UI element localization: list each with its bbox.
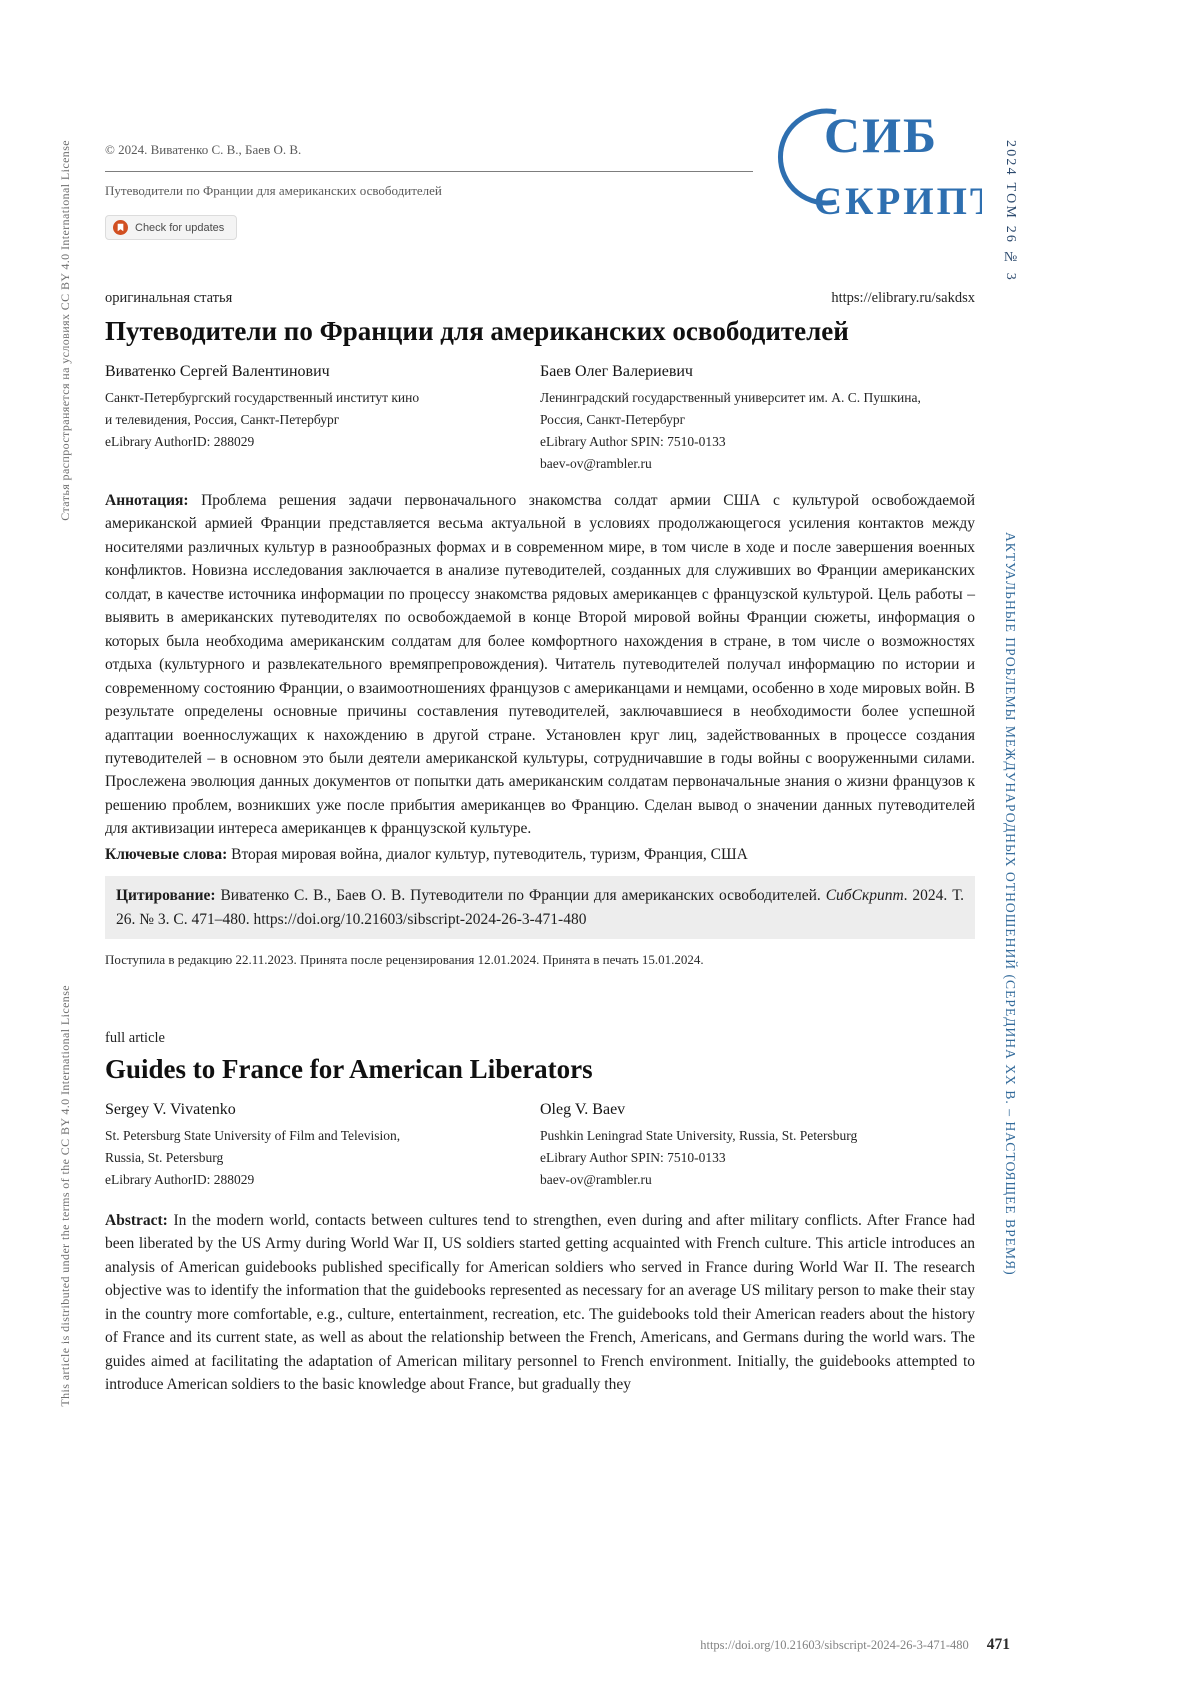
citation-text-after: . 2024. Т. 26. № 3. С. 471–480. https://doi.org/10.21603/sibscript-2024-26-3-471-480	[116, 887, 964, 928]
volume-info-vertical: 2024 ТОМ 26 № 3	[1003, 140, 1018, 282]
logo-line-2: СКРИПТ	[814, 180, 982, 223]
abstract-text-en: In the modern world, contacts between cultures tend to strengthen, even during and after military conflicts. After France had been liberated by the US Army during World War II, US soldiers started getting acquainted with French culture. This article introduces an analysis of American guidebooks published specifically for American soldiers who served in France during World War II. The research objective was to identify the information that the guidebooks represented as necessary for an average US military person to make their stay in the country more comfortable, e.g., culture, entertainment, recreation, etc. The guidebooks told their American readers about the history of France and its current state, as well as about the relationship between the French, Americans, and Germans during the world wars. The guides aimed at facilitating the adaptation of American military personnel to French environment. Initially, the guidebooks attempted to introduce American soldiers to the basic knowledge about France, but gradually they	[105, 1211, 976, 1394]
citation-journal-name: СибСкрипт	[825, 887, 904, 905]
authors-ru	[105, 363, 975, 474]
article-title-ru: Путеводители по Франции для американских освободителей	[105, 316, 849, 346]
author-id-line: eLibrary Author SPIN: 7510-0133	[540, 434, 726, 450]
copyright-line: © 2024. Виватенко С. В., Баев О. В.	[105, 142, 302, 157]
author-en-2	[540, 1101, 975, 1191]
logo-line-1: СИБ	[824, 107, 939, 163]
elibrary-link[interactable]: https://elibrary.ru/sakdsx	[831, 290, 975, 306]
keywords-text: Вторая мировая война, диалог культур, путеводитель, туризм, Франция, США	[231, 845, 748, 863]
article-title-en: Guides to France for American Liberators	[105, 1053, 593, 1084]
author-name: Баев Олег Валериевич	[540, 363, 693, 381]
author-ru-1	[105, 363, 540, 474]
author-name: Виватенко Сергей Валентинович	[105, 363, 330, 381]
header-rule	[105, 171, 753, 172]
author-id-line: eLibrary AuthorID: 288029	[105, 1171, 255, 1187]
section-title-vertical: АКТУАЛЬНЫЕ ПРОБЛЕМЫ МЕЖДУНАРОДНЫХ ОТНОШЕНИЙ (СЕРЕДИНА XX В. – НАСТОЯЩЕЕ ВРЕМЯ)	[1003, 532, 1018, 1276]
check-for-updates-label: Check for updates	[135, 221, 225, 234]
citation-label: Цитирование:	[116, 887, 216, 905]
abstract-label-en: Abstract:	[105, 1211, 168, 1229]
abstract-en	[105, 1209, 975, 1397]
affiliation-line: Санкт-Петербургский государственный институт кино	[105, 390, 420, 406]
running-title: Путеводители по Франции для американских освободителей	[105, 183, 442, 198]
article-type-ru: оригинальная статья	[105, 290, 233, 306]
author-name: Oleg V. Baev	[540, 1101, 626, 1119]
affiliation-line: и телевидения, Россия, Санкт-Петербург	[105, 412, 340, 428]
footer-doi-link[interactable]: https://doi.org/10.21603/sibscript-2024-26-3-471-480	[700, 1638, 969, 1652]
article-content	[105, 0, 975, 1397]
author-id-line: eLibrary AuthorID: 288029	[105, 434, 255, 450]
citation-block	[105, 876, 975, 939]
email-link[interactable]: baev-ov@rambler.ru	[540, 455, 652, 471]
article-meta-row	[105, 290, 975, 307]
keywords-label: Ключевые слова:	[105, 845, 228, 863]
email-link[interactable]: baev-ov@rambler.ru	[540, 1171, 652, 1187]
citation-text-before: Виватенко С. В., Баев О. В. Путеводители по Франции для американских освободителей.	[220, 887, 821, 905]
check-for-updates-badge[interactable]	[105, 215, 237, 240]
author-ru-2	[540, 363, 975, 474]
crossmark-icon	[113, 220, 128, 235]
abstract-ru	[105, 489, 975, 841]
author-en-1	[105, 1101, 540, 1191]
article-type-en: full article	[105, 1029, 165, 1046]
author-name: Sergey V. Vivatenko	[105, 1101, 236, 1119]
author-id-line: eLibrary Author SPIN: 7510-0133	[540, 1150, 726, 1166]
license-text-en-vertical: This article is distributed under the terms of the CC BY 4.0 International License	[58, 985, 72, 1407]
abstract-text-ru: Проблема решения задачи первоначального знакомства солдат армии США с культурой освобождаемой американской армией Франции представляется весьма актуальной в условиях продолжающегося усиления контактов между носителями различных культур в разнообразных формах и в современном мире, в том числе в ходе и после завершения военных конфликтов. Новизна исследования заключается в анализе путеводителей, созданных для служивших во Франции американских солдат, в качестве источника информации по процессу знакомства рядовых американцев с французской культурой. Цель работы – выявить в американских путеводителях по освобождаемой в конце Второй мировой войны Франции сюжеты, информация о которых была необходима американским солдатам для более комфортного нахождения в стране, в том числе о возможностях отдыха (культурного и развлекательного времяпрепровождения). Читатель путеводителей получал информацию по истории и современному состоянию Франции, о взаимоотношениях французов с американцами и немцами, особенно в ходе мировых войн. В результате определены основные причины составления путеводителей, заключавшиеся в необходимости более успешной адаптации военнослужащих к нахождению в другой стране. Установлен круг лиц, задействованных в процессе создания путеводителей – в основном это были деятели американской культуры, сотрудничавшие в годы войны с вооруженными силами. Прослежена эволюция данных документов от попытки дать американским солдатам первоначальные знания о жизни французов к решению проблем, возникших уже после прибытия американцев во Францию. Сделан вывод о значении данных путеводителей для активизации интереса американцев к французской культуре.	[105, 491, 975, 838]
affiliation-line: Pushkin Leningrad State University, Russia, St. Petersburg	[540, 1128, 858, 1144]
affiliation-line: Россия, Санкт-Петербург	[540, 412, 686, 428]
affiliation-line: St. Petersburg State University of Film and Television,	[105, 1128, 401, 1144]
page-footer	[105, 1636, 1010, 1654]
received-dates: Поступила в редакцию 22.11.2023. Принята после рецензирования 12.01.2024. Принята в печать 15.01.2024.	[105, 951, 704, 967]
affiliation-line: Russia, St. Petersburg	[105, 1150, 224, 1166]
authors-en	[105, 1101, 975, 1191]
page-number: 471	[986, 1636, 1010, 1653]
abstract-label-ru: Аннотация:	[105, 491, 189, 509]
keywords-ru	[105, 843, 975, 866]
affiliation-line: Ленинградский государственный университет им. А. С. Пушкина,	[540, 390, 921, 406]
license-text-ru-vertical: Статья распространяется на условиях CC BY 4.0 International License	[58, 140, 72, 521]
